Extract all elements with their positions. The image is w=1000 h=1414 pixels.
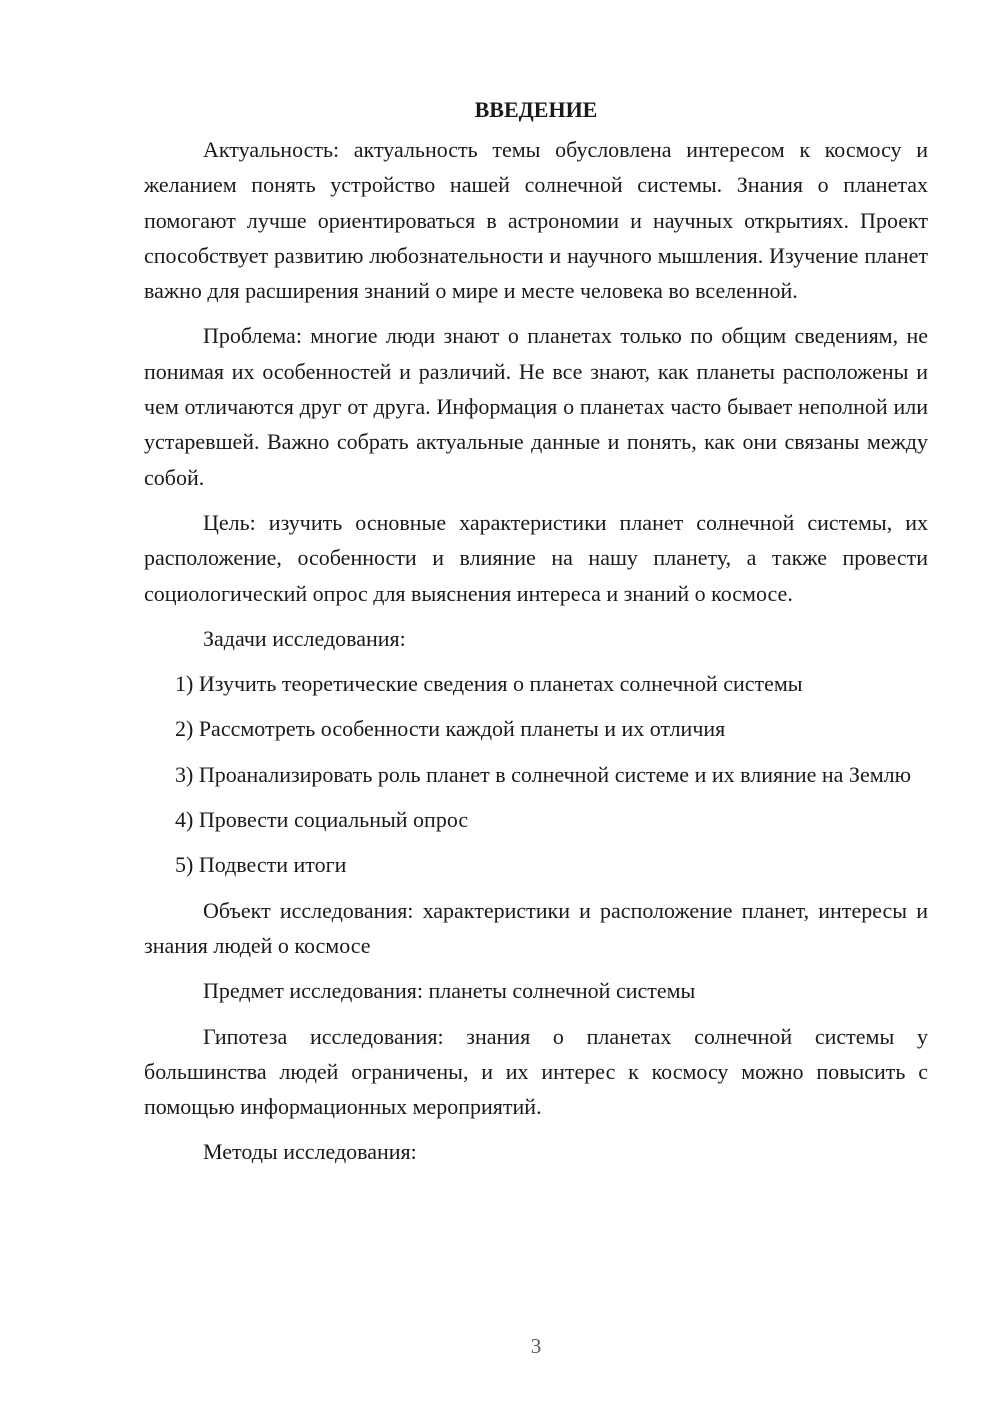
page-number: 3 [530,1334,542,1358]
task-item-5: 5) Подвести итоги [175,852,347,878]
section-title: ВВЕДЕНИЕ [474,97,598,122]
object-paragraph: Объект исследования: характеристики и расположение планет, интересы и знания людей о космосе [144,897,928,958]
tasks-heading: Задачи исследования: [203,625,406,651]
relevance-paragraph: Актуальность: актуальность темы обусловлена интересом к космосу и желанием понять устройство нашей солнечной системы. Знания о планетах помогают лучше ориентироваться в астрономии и научных открытиях. Проект способствует развитию любознательности и научного мышления. Изучение планет важно для расширения знаний о мире и месте человека во вселенной. [144,137,928,304]
goal-paragraph: Цель: изучить основные характеристики планет солнечной системы, их расположение, особенности и влияние на нашу планету, а также провести социологический опрос для выяснения интереса и знаний о космосе. [144,509,928,606]
task-item-2: 2) Рассмотреть особенности каждой планеты и их отличия [175,716,726,742]
hypothesis-paragraph: Гипотеза исследования: знания о планетах солнечной системы у большинства людей ограничены, и их интерес к космосу можно повысить с помощью информационных мероприятий. [144,1023,928,1120]
problem-paragraph: Проблема: многие люди знают о планетах только по общим сведениям, не понимая их особенностей и различий. Не все знают, как планеты расположены и чем отличаются друг от друга. Информация о планетах часто бывает неполной или устаревшей. Важно собрать актуальные данные и понять, как они связаны между собой. [144,323,928,490]
document-page [144,92,928,1180]
task-item-4: 4) Провести социальный опрос [175,807,469,833]
task-item-1: 1) Изучить теоретические сведения о планетах солнечной системы [175,671,803,697]
subject-paragraph: Предмет исследования: планеты солнечной системы [203,978,696,1004]
task-item-3: 3) Проанализировать роль планет в солнечной системе и их влияние на Землю [175,761,912,787]
methods-heading: Методы исследования: [203,1139,417,1165]
